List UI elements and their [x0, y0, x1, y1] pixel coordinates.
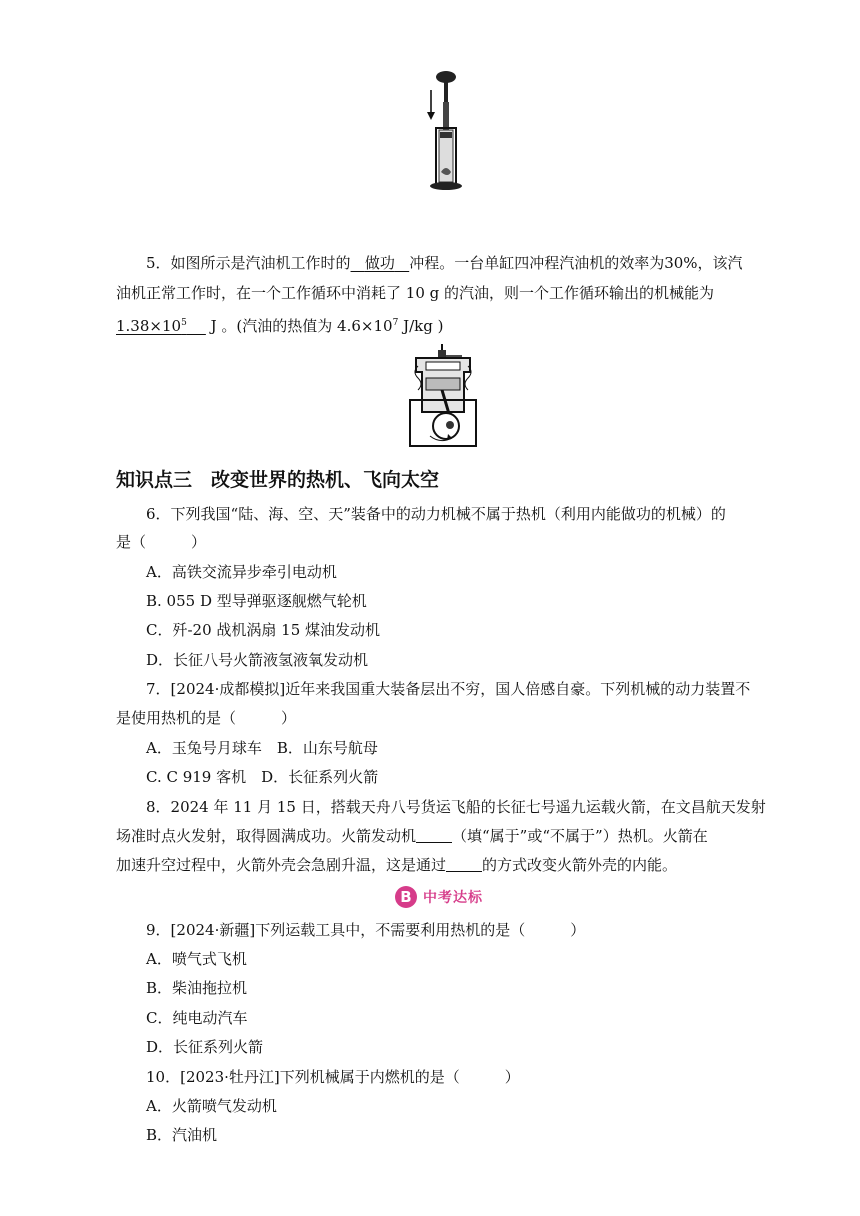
badge-letter: B: [395, 886, 417, 908]
fire-syringe-figure: [418, 68, 468, 194]
q5-answer2: $1.38\times 10^5$: [116, 317, 187, 335]
q7-stem: 7．[2024·成都模拟]近年来我国重大装备层出不穷，国人倍感自豪。下列机械的动力装置不: [146, 680, 751, 698]
q8-blank2: [446, 855, 482, 872]
q7-options-ab: A．玉兔号月球车 B．山东号航母: [146, 739, 378, 757]
q9-option-c: C．纯电动汽车: [146, 1009, 248, 1027]
q6-option-a: A．高铁交流异步牵引电动机: [146, 563, 337, 581]
q10-option-a: A．火箭喷气发动机: [146, 1097, 277, 1115]
q8-stem: 8．2024 年 11 月 15 日，搭载天舟八号货运飞船的长征七号遥九运载火箭，在文昌航天发射: [146, 798, 766, 816]
q8-stem-line3: 加速升空过程中，火箭外壳会急剧升温，这是通过 的方式改变火箭外壳的内能。: [116, 856, 678, 874]
q5-line2: 油机正常工作时，在一个工作循环中消耗了 10 g 的汽油，则一个工作循环输出的机械能为: [116, 284, 714, 302]
q5-line3: $1.38\times 10^5$ J 。(汽油的热值为 $4.6\times 10^7$ J/kg ): [116, 317, 444, 335]
q6-stem-cont: 是（ ）: [116, 533, 207, 551]
q7-options-cd: C. C 919 客机 D．长征系列火箭: [146, 768, 379, 786]
q7-stem-cont: 是使用热机的是（ ）: [116, 709, 297, 727]
q8-stem-line2: 场准时点火发射，取得圆满成功。火箭发动机 （填“属于”或“不属于”）热机。火箭在: [116, 827, 708, 845]
q6-option-c: C．歼-20 战机涡扇 15 煤油发动机: [146, 621, 381, 639]
q9-option-b: B．柴油拖拉机: [146, 979, 248, 997]
q5-line1: 5．如图所示是汽油机工作时的 做功 冲程。一台单缸四冲程汽油机的效率为30%，该汽: [146, 254, 743, 272]
q10-stem: 10．[2023·牡丹江]下列机械属于内燃机的是（ ）: [146, 1068, 520, 1086]
q6-stem: 6．下列我国“陆、海、空、天”装备中的动力机械不属于热机（利用内能做功的机械）的: [146, 505, 726, 523]
badge-text: 中考达标: [423, 890, 483, 906]
q5-answer1: 做功: [364, 254, 395, 272]
section-heading: 知识点三 改变世界的热机、飞向太空: [116, 469, 440, 491]
q6-option-b: B. 055 D 型导弹驱逐舰燃气轮机: [146, 592, 367, 610]
q9-option-a: A．喷气式飞机: [146, 950, 247, 968]
exam-standard-badge: [395, 885, 483, 909]
q10-option-b: B．汽油机: [146, 1126, 218, 1144]
engine-cylinder-figure: [402, 342, 484, 452]
q9-option-d: D．长征系列火箭: [146, 1038, 264, 1056]
q9-stem: 9．[2024·新疆]下列运载工具中，不需要利用热机的是（ ）: [146, 921, 586, 939]
q6-option-d: D．长征八号火箭液氢液氧发动机: [146, 651, 369, 669]
q8-blank1: [416, 826, 452, 843]
